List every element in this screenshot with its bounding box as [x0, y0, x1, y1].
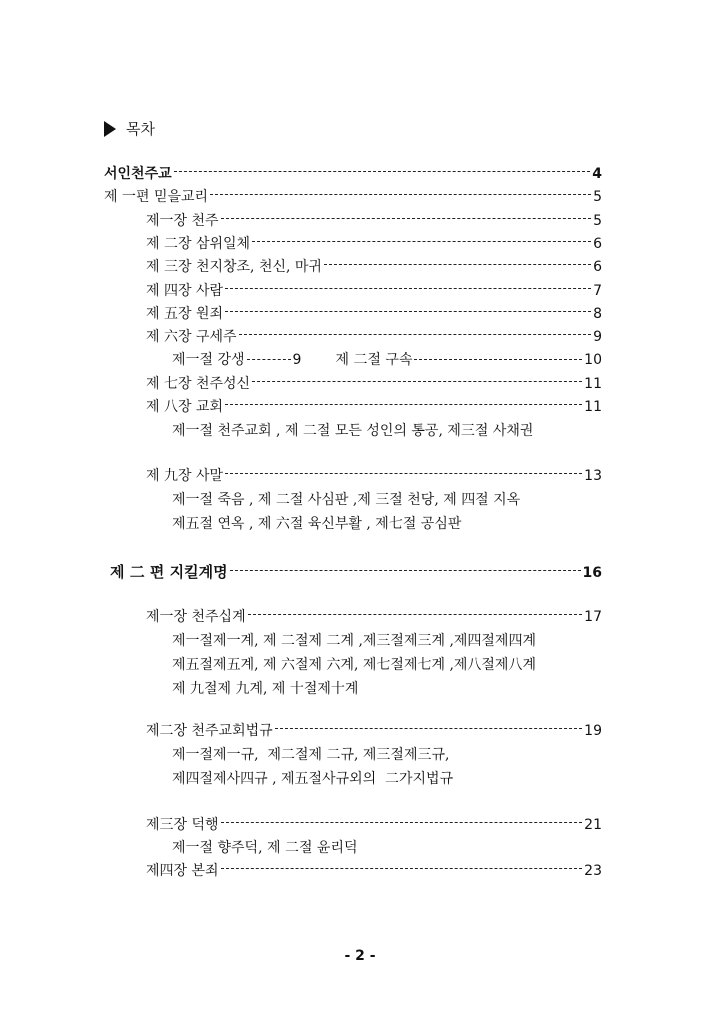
toc-entry-page: 17 — [584, 609, 602, 625]
toc-entry-label: 제一장 천주십계 — [146, 609, 246, 625]
toc-entry-chapter-9[interactable] — [146, 466, 602, 486]
toc-entry-chapter-4[interactable] — [146, 281, 602, 301]
toc-sub-line: 제五절제五계, 제 六절제 六계, 제七절제七계 ,제八절제八계 — [172, 657, 536, 673]
toc-entry-page: 7 — [593, 283, 602, 299]
toc-entry-page: 5 — [593, 189, 602, 205]
toc-entry-virtue[interactable] — [146, 815, 602, 835]
toc-sub-line: 제五절 연옥 , 제 六절 육신부활 , 제七절 공심판 — [172, 516, 462, 532]
toc-entry-page: 11 — [584, 376, 602, 392]
toc-entry-chapter-1[interactable] — [146, 211, 602, 231]
toc-entry-chapter-6[interactable] — [146, 327, 602, 347]
toc-entry-label: 제 二장 삼위일체 — [146, 236, 251, 252]
toc-entry-page: 21 — [584, 817, 602, 833]
toc-entry-page: 23 — [584, 863, 602, 879]
toc-entry-label: 제二장 천주교회법규 — [146, 723, 273, 739]
toc-inline-second-label: 제 二절 구속 — [335, 352, 413, 368]
toc-entry-page: 11 — [584, 399, 602, 415]
toc-entry-chapter-7[interactable] — [146, 374, 602, 394]
toc-entry-label: 제三장 덕행 — [146, 817, 219, 833]
toc-entry-label: 제 六장 구세주 — [146, 329, 237, 345]
toc-entry-page: 5 — [593, 213, 602, 229]
dot-leader — [221, 217, 592, 219]
toc-entry-label: 제 二 편 지킬계명 — [110, 563, 228, 581]
toc-entry-page: 19 — [584, 723, 602, 739]
toc-entry-label: 제 五장 원죄 — [146, 306, 223, 322]
dot-leader — [210, 193, 591, 195]
toc-entry-part-1[interactable] — [104, 187, 602, 207]
toc-entry-chapter-8[interactable] — [146, 397, 602, 417]
toc-entry-label: 제 三장 천지창조, 천신, 마귀 — [146, 259, 322, 275]
toc-sub-line: 제一절 천주교회 , 제 二절 모든 성인의 통공, 제三절 사채권 — [172, 423, 534, 439]
toc-entry-label: 서인천주교 — [104, 166, 172, 182]
dot-leader — [230, 569, 581, 571]
dot-leader — [324, 263, 591, 265]
dot-leader — [252, 240, 591, 242]
toc-entry-sin[interactable] — [146, 861, 602, 881]
toc-entry-page: 13 — [584, 468, 602, 484]
toc-entry-page: 16 — [582, 565, 602, 581]
dot-leader — [225, 472, 582, 474]
dot-leader — [414, 358, 582, 360]
dot-leader — [225, 403, 582, 405]
toc-entry-chapter-5[interactable] — [146, 304, 602, 324]
toc-entry-church-laws[interactable] — [146, 721, 602, 741]
toc-inline-first-page: 9 — [292, 352, 302, 368]
toc-entry-label: 제 一편 믿을교리 — [104, 189, 209, 205]
toc-entry-page: 6 — [593, 259, 602, 275]
toc-entry-page: 8 — [593, 306, 602, 322]
toc-entry-page: 9 — [593, 329, 602, 345]
dot-leader — [239, 333, 592, 335]
toc-inline-entries[interactable] — [172, 350, 602, 370]
toc-title: 목차 — [126, 120, 155, 138]
toc-entry-label: 제 九장 사말 — [146, 468, 223, 484]
dot-leader — [275, 727, 583, 729]
toc-entry-page: 4 — [592, 166, 602, 182]
toc-sub-line: 제一절 죽음 , 제 二절 사심판 ,제 三절 천당, 제 四절 지옥 — [172, 492, 521, 508]
toc-sub-line: 제四절제사四규 , 제五절사규외의 二가지법규 — [172, 771, 454, 787]
toc-inline-second-page: 10 — [584, 352, 602, 368]
toc-sub-line: 제一절제一계, 제 二절제 二계 ,제三절제三계 ,제四절제四계 — [172, 633, 536, 649]
toc-entry-label: 제 四장 사람 — [146, 283, 223, 299]
toc-inline-first-label: 제一절 강생 — [172, 352, 245, 368]
toc-heading — [104, 118, 155, 139]
dot-leader — [225, 310, 591, 312]
toc-sub-line: 제 九절제 九계, 제 十절제十계 — [172, 681, 359, 697]
toc-entry-label: 제 八장 교회 — [146, 399, 223, 415]
toc-sub-line: 제一절 향주덕, 제 二절 윤리덕 — [172, 840, 358, 856]
page-number-footer: - 2 - — [344, 948, 376, 964]
dot-leader — [247, 358, 291, 360]
toc-entry-label: 제一장 천주 — [146, 213, 219, 229]
dot-leader — [225, 287, 591, 289]
triangle-bullet-icon — [104, 121, 116, 137]
toc-entry-chapter-3[interactable] — [146, 257, 602, 277]
dot-leader — [174, 170, 591, 172]
toc-entry-commandments[interactable] — [146, 607, 602, 627]
dot-leader — [221, 821, 583, 823]
dot-leader — [221, 867, 583, 869]
toc-sub-line: 제一절제一규, 제二절제 二규, 제三절제三규, — [172, 747, 450, 763]
toc-entry-intro[interactable] — [104, 164, 602, 184]
toc-entry-label: 제 七장 천주성신 — [146, 376, 251, 392]
toc-entry-label: 제四장 본죄 — [146, 863, 219, 879]
dot-leader — [248, 613, 583, 615]
toc-entry-page: 6 — [593, 236, 602, 252]
toc-entry-part-2[interactable] — [110, 562, 602, 583]
toc-entry-chapter-2[interactable] — [146, 234, 602, 254]
dot-leader — [252, 380, 582, 382]
